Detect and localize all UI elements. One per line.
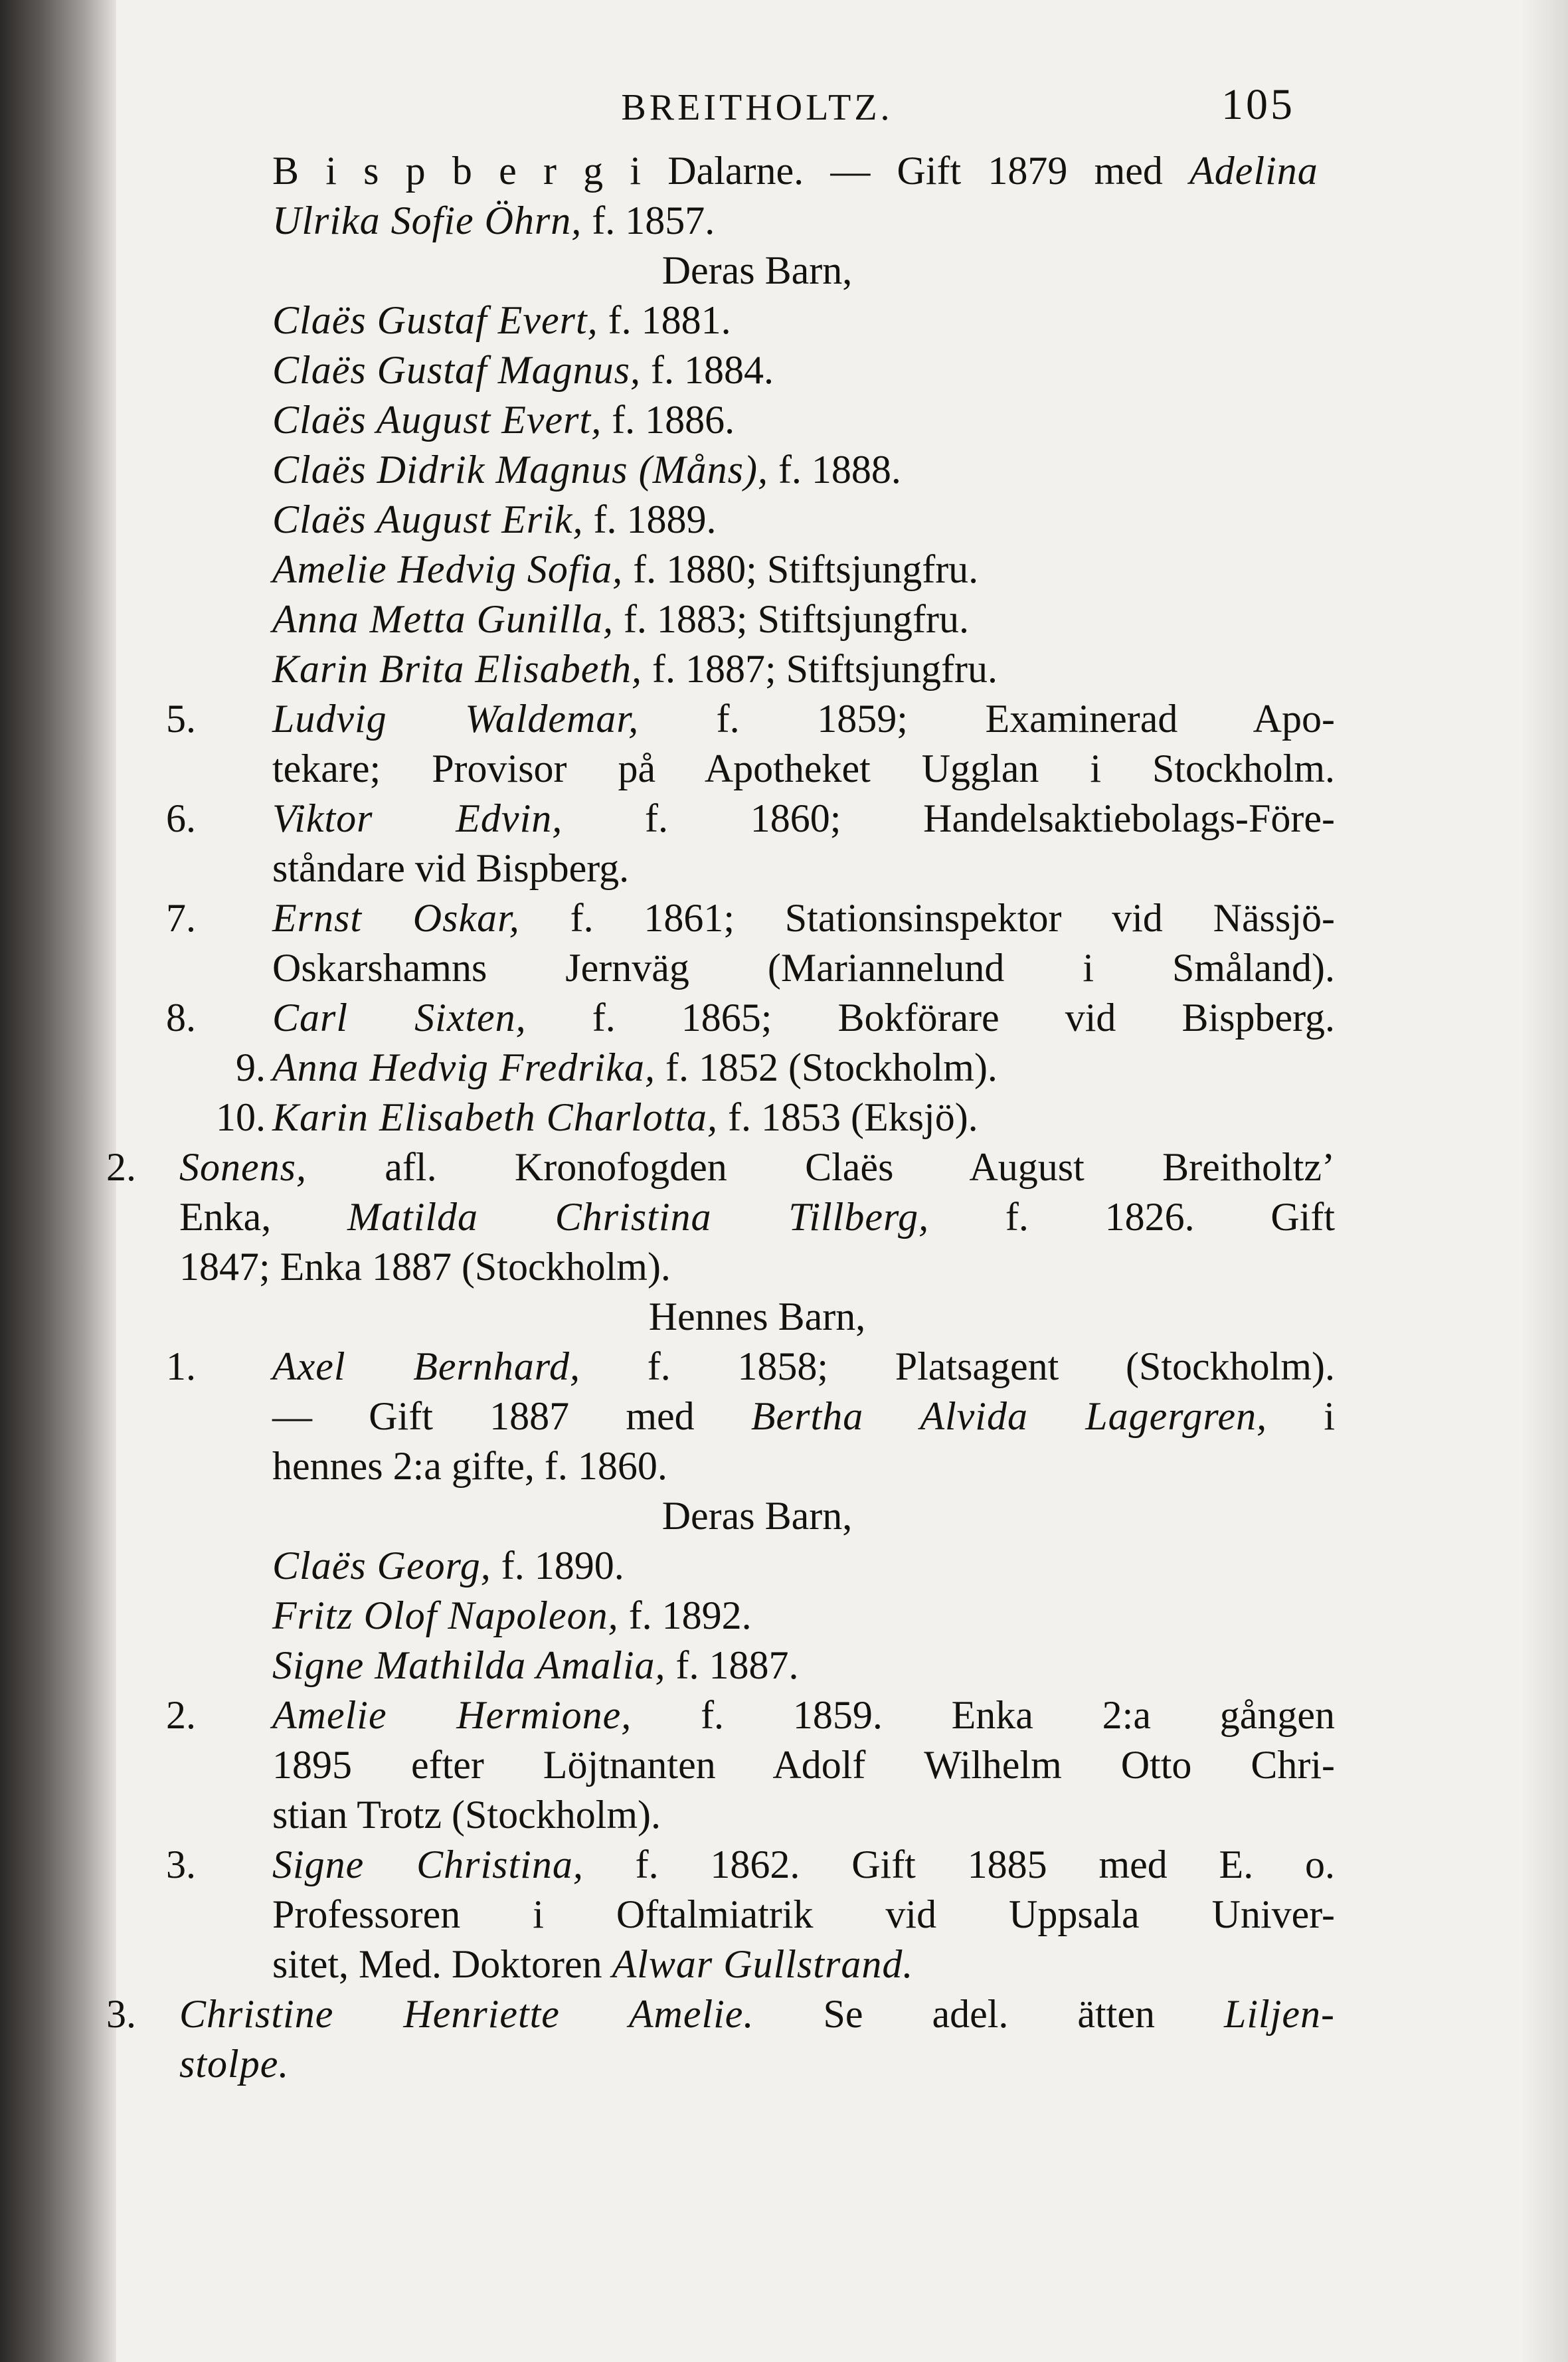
text-run: afl. Kronofogden Claës August Breitholtz’ [306, 1145, 1335, 1189]
text-run: f. 1890. [491, 1544, 624, 1588]
text-line [166, 993, 1336, 1043]
line-text [662, 1494, 853, 1538]
entry-number: 8. [166, 996, 196, 1040]
text-run: f. 1853 (Eksjö). [718, 1095, 978, 1139]
text-line [166, 1342, 1335, 1392]
italic-name: Bertha Alvida Lagergren, [750, 1394, 1268, 1438]
entry-number: 9. [236, 1045, 266, 1089]
italic-name: Karin Elisabeth Charlotta, [272, 1095, 719, 1139]
text-line [179, 1740, 1335, 1790]
text-line [179, 594, 1335, 644]
text-run: f. 1886. [602, 398, 735, 442]
text-line [179, 146, 1335, 196]
italic-name: Claës Didrik Magnus (Måns), [272, 448, 768, 492]
italic-name: Anna Hedvig Fredrika, [272, 1045, 655, 1089]
text-run: Se adel. ätten [754, 1992, 1224, 2036]
page-body [106, 146, 1336, 2089]
text-line [179, 1940, 1335, 1989]
text-line [179, 844, 1335, 893]
text-line [179, 943, 1335, 993]
line-text [272, 893, 1335, 943]
text-run: 1895 efter Löjtnanten Adolf Wilhelm Otto Chri- [272, 1743, 1335, 1787]
italic-name: stolpe. [179, 2042, 290, 2086]
text-run: Deras Barn, [661, 1494, 853, 1538]
text-line [179, 1441, 1335, 1491]
text-run: f. 1858; Platsagent (Stockholm). [580, 1344, 1335, 1388]
text-run: f. 1865; Bokförare vid Bispberg. [526, 996, 1336, 1040]
text-run: ståndare vid Bispberg. [272, 846, 630, 890]
text-run: f. 1887. [665, 1643, 799, 1687]
text-line [179, 1890, 1335, 1940]
entry-number: 2. [106, 1145, 136, 1189]
text-run: hennes 2:a gifte, f. 1860. [272, 1444, 667, 1488]
line-text [272, 1444, 667, 1488]
entry-number: 1. [166, 1344, 196, 1388]
text-run: Oskarshamns Jernväg (Mariannelund i Småland). [272, 946, 1335, 990]
line-text [272, 1342, 1335, 1392]
text-line [179, 2039, 1335, 2089]
line-text [272, 597, 969, 641]
italic-name: Axel Bernhard, [272, 1344, 581, 1388]
line-text [272, 794, 1335, 844]
line-text [272, 846, 629, 890]
text-run: f. 1860; Handelsaktiebolags-Före- [563, 796, 1335, 840]
italic-name: Ludvig Waldemar, [272, 697, 640, 741]
text-run: 1847; Enka 1887 (Stockholm). [179, 1245, 671, 1289]
text-line [166, 1690, 1335, 1740]
book-spine-shadow [0, 0, 116, 2362]
line-text [272, 1690, 1335, 1740]
text-line [179, 1641, 1335, 1690]
italic-name: Claës Gustaf Magnus, [272, 348, 642, 392]
text-run: f. 1862. Gift 1885 med E. o. [583, 1843, 1335, 1886]
text-run: f. 1892. [618, 1593, 752, 1637]
entry-number: 6. [166, 796, 196, 840]
line-text [272, 547, 978, 591]
text-line [179, 1093, 1335, 1142]
line-text [272, 647, 998, 691]
section-heading [179, 1292, 1335, 1342]
text-run: f. 1857. [582, 199, 715, 242]
text-run: f. 1888. [768, 448, 901, 492]
text-line [179, 196, 1335, 246]
text-line [179, 1790, 1335, 1840]
text-run: Professoren i Oftalmiatrik vid Uppsala Univer- [272, 1892, 1335, 1936]
page-header [179, 80, 1335, 146]
entry-number: 7. [166, 896, 196, 940]
italic-name: Signe Mathilda Amalia, [272, 1643, 666, 1687]
text-run: f. 1884. [641, 348, 774, 392]
text-line [179, 1043, 1335, 1093]
text-run: f. 1859. Enka 2:a gången [632, 1693, 1335, 1737]
line-text [649, 1295, 866, 1338]
entry-number: 3. [106, 1992, 136, 2036]
text-line [179, 1242, 1335, 1292]
text-run: sitet, Med. Doktoren [272, 1942, 612, 1986]
line-text [272, 298, 731, 342]
italic-name: Amelie Hedvig Sofia, [272, 547, 624, 591]
text-line [166, 1840, 1335, 1890]
book-page [106, 80, 1336, 2089]
text-run: f. 1881. [598, 298, 731, 342]
text-run: f. 1880; Stiftsjungfru. [623, 547, 979, 591]
line-text [272, 1942, 913, 1986]
italic-name: Fritz Olof Napoleon, [272, 1593, 619, 1637]
italic-name: Signe Christina, [272, 1843, 584, 1886]
text-line [179, 1192, 1335, 1242]
italic-name: Claës August Erik, [272, 498, 584, 541]
text-line [179, 1541, 1335, 1591]
text-line [166, 794, 1335, 844]
italic-name: Ernst Oskar, [272, 896, 520, 940]
line-text [662, 248, 853, 292]
text-line [106, 1142, 1335, 1192]
line-text [179, 1245, 671, 1289]
line-text [179, 2042, 289, 2086]
text-line [179, 545, 1335, 594]
section-heading [179, 1491, 1335, 1541]
line-text [272, 398, 735, 442]
page-number: 105 [1221, 80, 1295, 129]
line-text [272, 1840, 1335, 1890]
italic-name: Claës Gustaf Evert, [272, 298, 598, 342]
italic-name: Ulrika Sofie Öhrn, [272, 199, 582, 242]
text-line [179, 495, 1335, 545]
italic-name: Christine Henriette Amelie. [179, 1992, 754, 2036]
text-line [166, 694, 1335, 744]
line-text [272, 694, 1335, 744]
text-line [179, 644, 1335, 694]
line-text [272, 1793, 661, 1837]
page-edge-shadow [1522, 0, 1568, 2362]
text-line [179, 744, 1335, 794]
italic-name: Karin Brita Elisabeth, [272, 647, 643, 691]
line-text [272, 1095, 978, 1139]
entry-number: 10. [216, 1095, 266, 1139]
text-run: f. 1887; Stiftsjungfru. [642, 647, 998, 691]
italic-name: Alwar Gullstrand. [612, 1942, 914, 1986]
text-run: Enka, [179, 1195, 348, 1239]
line-text [272, 1593, 752, 1637]
italic-name: Adelina [1189, 149, 1318, 193]
line-text [272, 498, 717, 541]
text-line [179, 1392, 1335, 1441]
line-text [272, 1643, 799, 1687]
line-text [272, 1740, 1335, 1790]
text-line [179, 1591, 1335, 1641]
line-text [272, 146, 1318, 196]
text-line [179, 296, 1335, 345]
entry-number: 2. [166, 1693, 196, 1737]
italic-name: Liljen- [1224, 1992, 1335, 2036]
text-line [179, 345, 1335, 395]
line-text [272, 1890, 1335, 1940]
text-run: i [1267, 1394, 1336, 1438]
line-text [272, 1392, 1335, 1441]
italic-name: Amelie Hermione, [272, 1693, 632, 1737]
text-run: f. 1883; Stiftsjungfru. [613, 597, 969, 641]
italic-name: Sonens, [179, 1145, 307, 1189]
italic-name: Carl Sixten, [272, 996, 527, 1040]
text-line [166, 893, 1335, 943]
text-run: B i s p b e r g i Dalarne. — Gift 1879 med [272, 149, 1190, 193]
entry-number: 5. [166, 697, 196, 741]
text-run: f. 1859; Examinerad Apo- [639, 697, 1335, 741]
italic-name: Claës Georg, [272, 1544, 491, 1588]
entry-number: 3. [166, 1843, 196, 1886]
text-run: stian Trotz (Stockholm). [272, 1793, 661, 1837]
text-run: — Gift 1887 med [272, 1394, 751, 1438]
text-line [179, 445, 1335, 495]
text-run: f. 1889. [583, 498, 717, 541]
text-line [106, 1989, 1335, 2039]
text-run: Hennes Barn, [648, 1295, 866, 1338]
italic-name: Viktor Edvin, [272, 796, 563, 840]
text-run: f. 1852 (Stockholm). [655, 1045, 998, 1089]
line-text [179, 1142, 1335, 1192]
line-text [272, 744, 1335, 794]
italic-name: Claës August Evert, [272, 398, 602, 442]
line-text [179, 1192, 1335, 1242]
text-run: f. 1826. Gift [929, 1195, 1336, 1239]
text-line [179, 395, 1335, 445]
section-heading [179, 246, 1335, 296]
line-text [272, 348, 774, 392]
running-head: BREITHOLTZ. [621, 87, 893, 128]
line-text [272, 1045, 998, 1089]
line-text [272, 199, 715, 242]
line-text [179, 1989, 1335, 2039]
text-run: tekare; Provisor på Apotheket Ugglan i Stockholm. [272, 747, 1335, 790]
line-text [272, 943, 1335, 993]
line-text [272, 448, 901, 492]
line-text [272, 1544, 624, 1588]
text-run: Deras Barn, [661, 248, 853, 292]
italic-name: Anna Metta Gunilla, [272, 597, 614, 641]
line-text [272, 993, 1335, 1043]
text-run: f. 1861; Stationsinspektor vid Nässjö- [519, 896, 1335, 940]
italic-name: Matilda Christina Tillberg, [347, 1195, 930, 1239]
